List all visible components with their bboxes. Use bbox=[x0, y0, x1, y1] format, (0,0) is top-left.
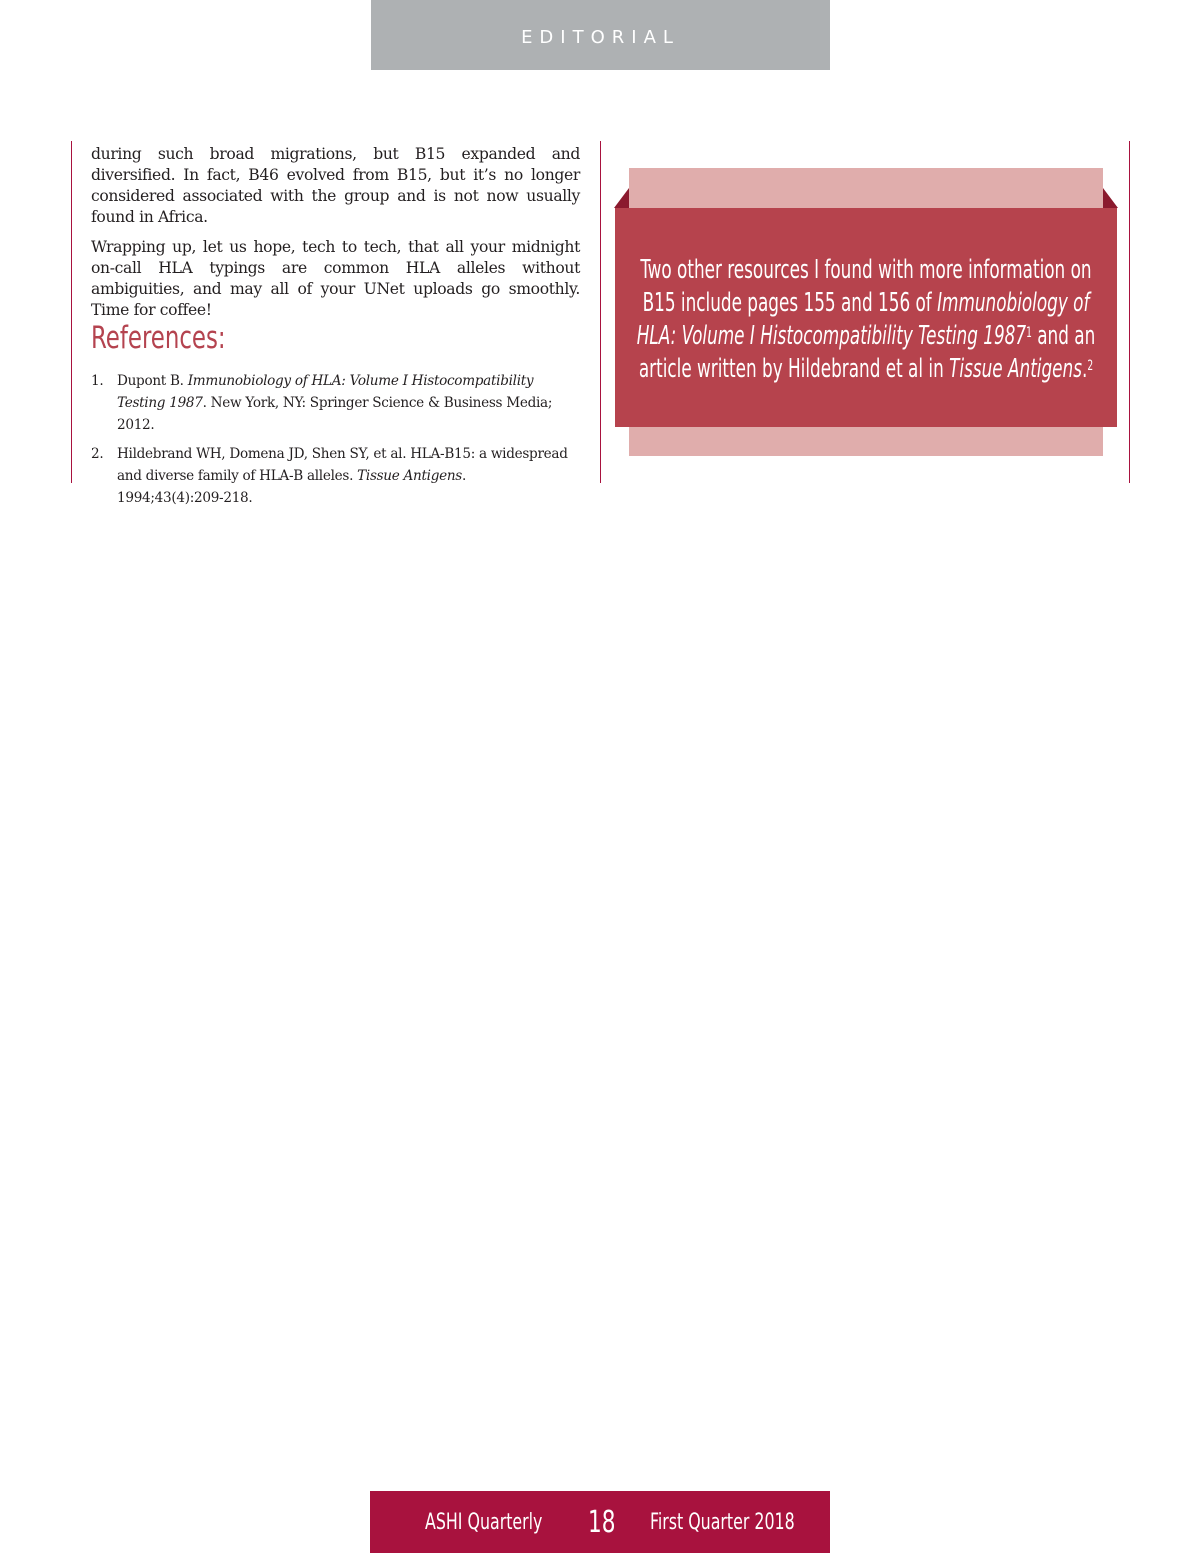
reference-number: 1. bbox=[91, 373, 104, 389]
reference-journal: Tissue Antigens bbox=[357, 468, 462, 484]
footer-bar bbox=[370, 1491, 830, 1553]
callout-fold-left bbox=[614, 188, 629, 208]
pull-quote-box bbox=[615, 208, 1117, 427]
pull-quote-text: Two other resources I found with more information on B15 include pages 155 and 156 of Immunobiology of HLA: Volume I Histocompatibility Testing 1987$^1$ and an article written by Hildebrand et al in Tissue Antigens.$^2$ bbox=[636, 254, 1096, 384]
footer-journal-name: ASHI Quarterly bbox=[425, 1510, 543, 1535]
body-paragraph: during such broad migrations, but B15 expanded and diversified. In fact, B46 evolved from B15, but it’s no longer considered associated with the group and is not now usually found in Africa. bbox=[91, 145, 580, 226]
section-header-tab bbox=[371, 0, 830, 70]
reference-publication: . 1994;43(4):209-218. bbox=[117, 468, 467, 506]
reference-authors: Hildebrand WH, Domena JD, Shen SY, et al. HLA-B15: a widespread and diverse family of HLA-B alleles. bbox=[117, 446, 568, 484]
center-column-rule bbox=[600, 141, 601, 483]
reference-item bbox=[91, 443, 571, 509]
reference-authors: Dupont B. bbox=[117, 373, 188, 389]
page-number: 18 bbox=[588, 1505, 616, 1540]
reference-title: Immunobiology of HLA: Volume I Histocompatibility Testing 1987 bbox=[117, 373, 534, 411]
right-column-rule bbox=[1129, 141, 1130, 483]
body-paragraph: Wrapping up, let us hope, tech to tech, that all your midnight on-call HLA typings are common HLA alleles without ambiguities, and may all of your UNet uploads go smoothly. Time for coffee! bbox=[91, 238, 580, 319]
reference-number: 2. bbox=[91, 446, 104, 462]
left-column-rule bbox=[71, 141, 72, 483]
article-body bbox=[91, 144, 580, 330]
references-list bbox=[91, 370, 571, 516]
reference-publication: . New York, NY: Springer Science & Business Media; 2012. bbox=[117, 395, 553, 433]
section-label: EDITORIAL bbox=[521, 26, 680, 48]
callout-fold-right bbox=[1103, 188, 1118, 208]
reference-item bbox=[91, 370, 571, 436]
footer-issue-date: First Quarter 2018 bbox=[650, 1510, 795, 1535]
references-heading: References: bbox=[91, 320, 226, 356]
